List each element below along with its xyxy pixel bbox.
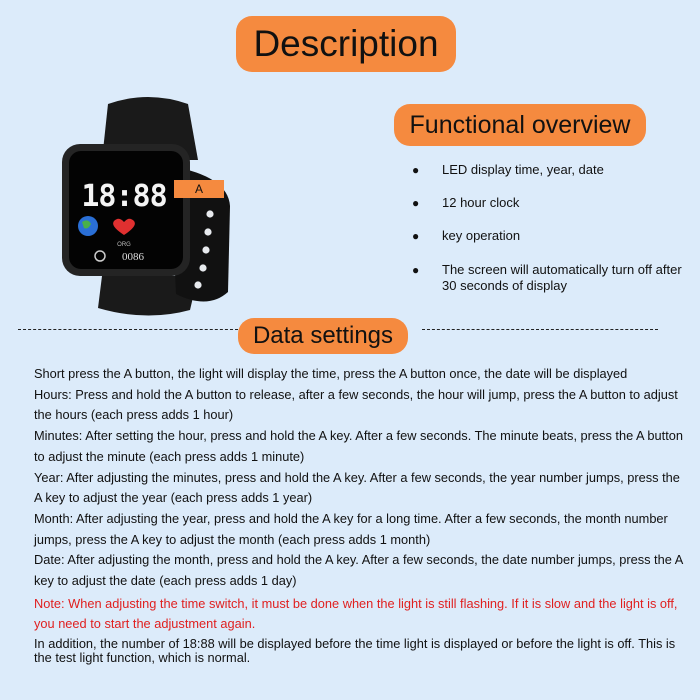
list-item: ● The screen will automatically turn off after 30 seconds of display [404, 262, 682, 294]
smartwatch-image [58, 96, 238, 318]
step-count: 0086 [122, 251, 144, 263]
settings-instructions [34, 364, 684, 664]
heart-label: ORG [117, 242, 131, 248]
bullet-icon: ● [412, 263, 420, 277]
divider-left [18, 329, 238, 330]
button-a-callout: A [174, 180, 224, 198]
page-title: Description [236, 16, 456, 72]
list-item: ● LED display time, year, date [404, 162, 682, 178]
list-item: ● 12 hour clock [404, 195, 682, 211]
note-warning: Note: When adjusting the time switch, it must be done when the light is still flashing. If it is slow and the light is off, you need to start the adjustment again. [34, 595, 678, 632]
instruction-paragraph: Short press the A button, the light will display the time, press the A button once, the date will be displayed [34, 366, 628, 381]
additional-info: In addition, the number of 18:88 will be displayed before the time light is displayed or before the light is off. This is the test light function, which is normal. [34, 636, 676, 665]
instruction-paragraph: Year: After adjusting the minutes, press and hold the A key. After a few seconds, the year number jumps, press the A key to adjust the year (each press adds 1 year) [34, 469, 680, 506]
instruction-paragraph: Date: After adjusting the month, press and hold the A key. After a few seconds, the date number jumps, press the A key to adjust the date (each press adds 1 day) [34, 552, 683, 589]
functional-overview-heading: Functional overview [394, 104, 646, 146]
instruction-paragraph: Minutes: After setting the hour, press and hold the A key. After a few seconds. The minute beats, press the A button to adjust the minute (each press adds 1 minute) [34, 428, 684, 464]
watch-time-display: 18:88 [81, 179, 167, 214]
bullet-icon: ● [412, 229, 420, 243]
instruction-paragraph: Hours: Press and hold the A button to release, after a few seconds, the hour will jump, press the A button to adjust the hours (each press adds 1 hour) [34, 386, 678, 423]
globe-icon [78, 216, 98, 236]
data-settings-heading: Data settings [238, 318, 408, 354]
bullet-icon: ● [412, 196, 420, 210]
list-item: ● key operation [404, 228, 682, 244]
instruction-paragraph: Month: After adjusting the year, press and hold the A key for a long time. After a few seconds, the month number jumps, press the A key to adjust the month (each press adds 1 month) [34, 510, 668, 547]
bullet-icon: ● [412, 163, 420, 177]
divider-right [422, 329, 658, 330]
